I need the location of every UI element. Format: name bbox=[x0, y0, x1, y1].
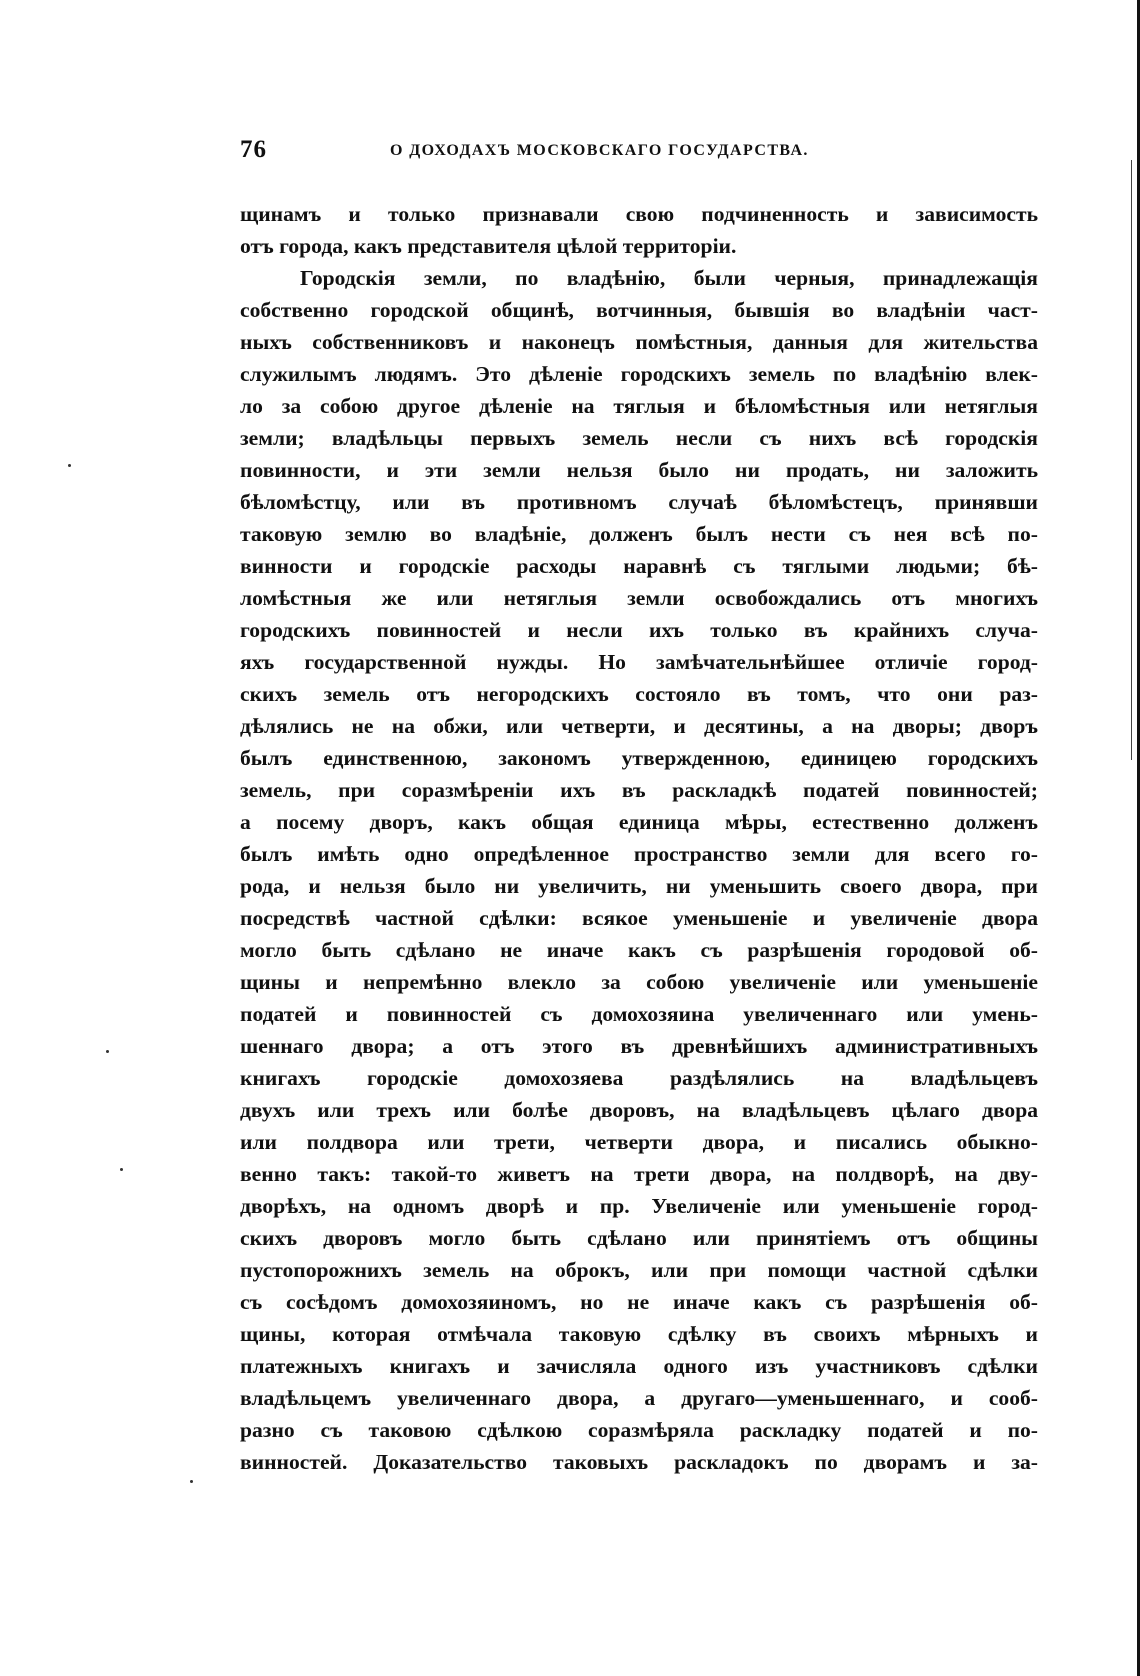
body-text bbox=[240, 198, 1038, 1478]
text-line: яхъ государственной нужды. Но замѣчательнѣйшее отличіе город- bbox=[240, 650, 1038, 674]
text-line: былъ имѣть одно опредѣленное пространство земли для всего го- bbox=[240, 842, 1038, 866]
text-line: пустопорожнихъ земель на оброкъ, или при помощи частной сдѣлки bbox=[240, 1258, 1038, 1282]
text-line: разно съ таковою сдѣлкою соразмѣряла раскладку податей и по- bbox=[240, 1418, 1038, 1442]
text-line: или полдвора или трети, четверти двора, и писались обыкно- bbox=[240, 1130, 1038, 1154]
text-line: посредствѣ частной сдѣлки: всякое уменьшеніе и увеличеніе двора bbox=[240, 906, 1038, 930]
scan-speck bbox=[120, 1168, 123, 1171]
text-line: собственно городской общинѣ, вотчинныя, бывшія во владѣніи част- bbox=[240, 298, 1038, 322]
text-line: земель, при соразмѣреніи ихъ въ раскладкѣ податей повинностей; bbox=[240, 778, 1038, 802]
scan-speck bbox=[106, 1050, 109, 1053]
text-line: податей и повинностей съ домохозяина увеличеннаго или умень- bbox=[240, 1002, 1038, 1026]
text-line: отъ города, какъ представителя цѣлой территоріи. bbox=[240, 234, 737, 258]
text-line: ло за собою другое дѣленіе на тяглыя и бѣломѣстныя или нетяглыя bbox=[240, 394, 1038, 418]
text-line: скихъ дворовъ могло быть сдѣлано или принятіемъ отъ общины bbox=[240, 1226, 1038, 1250]
text-line: двухъ или трехъ или болѣе дворовъ, на владѣльцевъ цѣлаго двора bbox=[240, 1098, 1038, 1122]
page-edge-shadow bbox=[1131, 160, 1132, 760]
running-title: О ДОХОДАХЪ МОСКОВСКАГО ГОСУДАРСТВА. bbox=[390, 142, 809, 159]
text-line: дворѣхъ, на одномъ дворѣ и пр. Увеличеніе или уменьшеніе город- bbox=[240, 1194, 1038, 1218]
text-line: винности и городскіе расходы наравнѣ съ тяглыми людьми; бѣ- bbox=[240, 554, 1038, 578]
text-line: бѣломѣстцу, или въ противномъ случаѣ бѣломѣстецъ, принявши bbox=[240, 490, 1038, 514]
text-line: ломѣстныя же или нетяглыя земли освобождались отъ многихъ bbox=[240, 586, 1038, 610]
text-line: книгахъ городскіе домохозяева раздѣлялись на владѣльцевъ bbox=[240, 1066, 1038, 1090]
text-line: земли; владѣльцы первыхъ земель несли съ нихъ всѣ городскія bbox=[240, 426, 1038, 450]
text-line: былъ единственною, закономъ утвержденною, единицею городскихъ bbox=[240, 746, 1038, 770]
text-line: платежныхъ книгахъ и зачисляла одного изъ участниковъ сдѣлки bbox=[240, 1354, 1038, 1378]
text-line: Городскія земли, по владѣнію, были черныя, принадлежащія bbox=[300, 266, 1038, 290]
text-line: служилымъ людямъ. Это дѣленіе городскихъ земель по владѣнію влек- bbox=[240, 362, 1038, 386]
text-line: городскихъ повинностей и несли ихъ только въ крайнихъ случа- bbox=[240, 618, 1038, 642]
text-line: съ сосѣдомъ домохозяиномъ, но не иначе какъ съ разрѣшенія об- bbox=[240, 1290, 1038, 1314]
text-line: повинности, и эти земли нельзя было ни продать, ни заложить bbox=[240, 458, 1038, 482]
text-line: владѣльцемъ увеличеннаго двора, а другаго—уменьшеннаго, и сооб- bbox=[240, 1386, 1038, 1410]
scan-speck bbox=[68, 464, 71, 467]
text-line: а посему дворъ, какъ общая единица мѣры, естественно долженъ bbox=[240, 810, 1038, 834]
text-line: щины и непремѣнно влекло за собою увеличеніе или уменьшеніе bbox=[240, 970, 1038, 994]
running-head bbox=[240, 136, 864, 166]
text-line: шеннаго двора; а отъ этого въ древнѣйшихъ административныхъ bbox=[240, 1034, 1038, 1058]
text-line: дѣлялись не на обжи, или четверти, и десятины, а на дворы; дворъ bbox=[240, 714, 1038, 738]
text-line: винностей. Доказательство таковыхъ раскладокъ по дворамъ и за- bbox=[240, 1450, 1038, 1474]
text-line: венно такъ: такой-то живетъ на трети двора, на полдворѣ, на дву- bbox=[240, 1162, 1038, 1186]
text-line: могло быть сдѣлано не иначе какъ съ разрѣшенія городовой об- bbox=[240, 938, 1038, 962]
text-line: щины, которая отмѣчала таковую сдѣлку въ своихъ мѣрныхъ и bbox=[240, 1322, 1038, 1346]
text-line: скихъ земель отъ негородскихъ состояло въ томъ, что они раз- bbox=[240, 682, 1038, 706]
page-number: 76 bbox=[240, 136, 267, 163]
text-line: таковую землю во владѣніе, долженъ былъ нести съ нея всѣ по- bbox=[240, 522, 1038, 546]
text-line: щинамъ и только признавали свою подчиненность и зависимость bbox=[240, 202, 1038, 226]
text-line: ныхъ собственниковъ и наконецъ помѣстныя, данныя для жительства bbox=[240, 330, 1038, 354]
text-line: рода, и нельзя было ни увеличить, ни уменьшить своего двора, при bbox=[240, 874, 1038, 898]
scan-speck bbox=[190, 1480, 193, 1483]
